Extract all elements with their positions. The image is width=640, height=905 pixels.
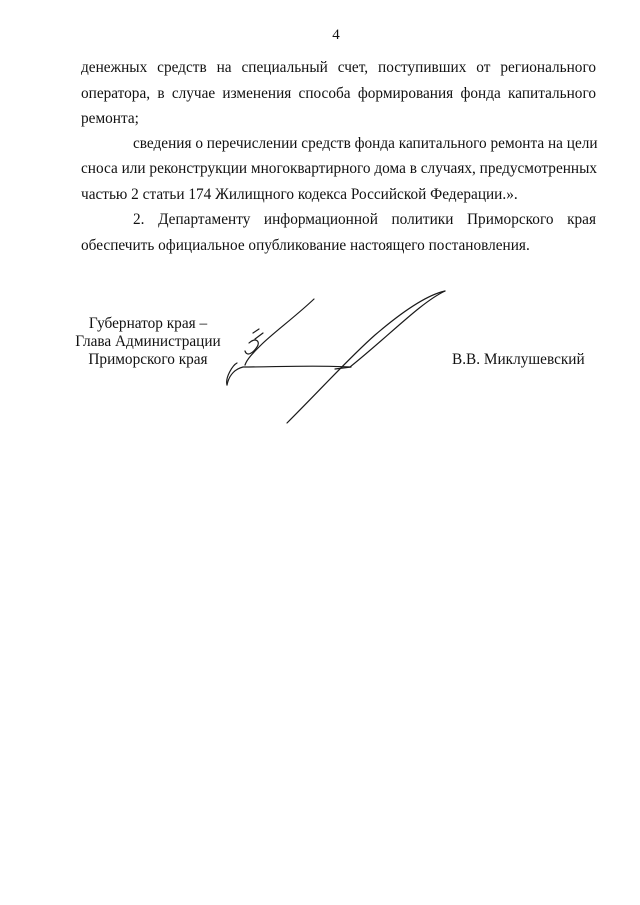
paragraph-3-line-1: 2. Департаменту информационной политики Приморского края xyxy=(133,211,596,228)
position-line-1: Губернатор края – xyxy=(88,315,208,332)
handwritten-signature xyxy=(215,285,455,425)
paragraph-1-line-2: оператора, в случае изменения способа формирования фонда капитального xyxy=(81,85,596,102)
position-line-2: Глава Администрации xyxy=(75,333,221,350)
paragraph-3-line-2: обеспечить официальное опубликование настоящего постановления. xyxy=(81,237,530,254)
position-line-3: Приморского края xyxy=(88,351,208,368)
paragraph-2-line-3: частью 2 статьи 174 Жилищного кодекса Российской Федерации.». xyxy=(81,186,518,203)
paragraph-2-line-1: сведения о перечислении средств фонда капитального ремонта на цели xyxy=(133,135,598,152)
paragraph-1-line-1: денежных средств на специальный счет, поступивших от регионального xyxy=(81,59,596,76)
paragraph-1-line-3: ремонта; xyxy=(81,110,139,127)
signatory-position xyxy=(58,315,238,369)
signatory-name: В.В. Миклушевский xyxy=(452,351,585,368)
paragraph-2-line-2: сноса или реконструкции многоквартирного дома в случаях, предусмотренных xyxy=(81,160,598,177)
page-number: 4 xyxy=(332,27,340,43)
